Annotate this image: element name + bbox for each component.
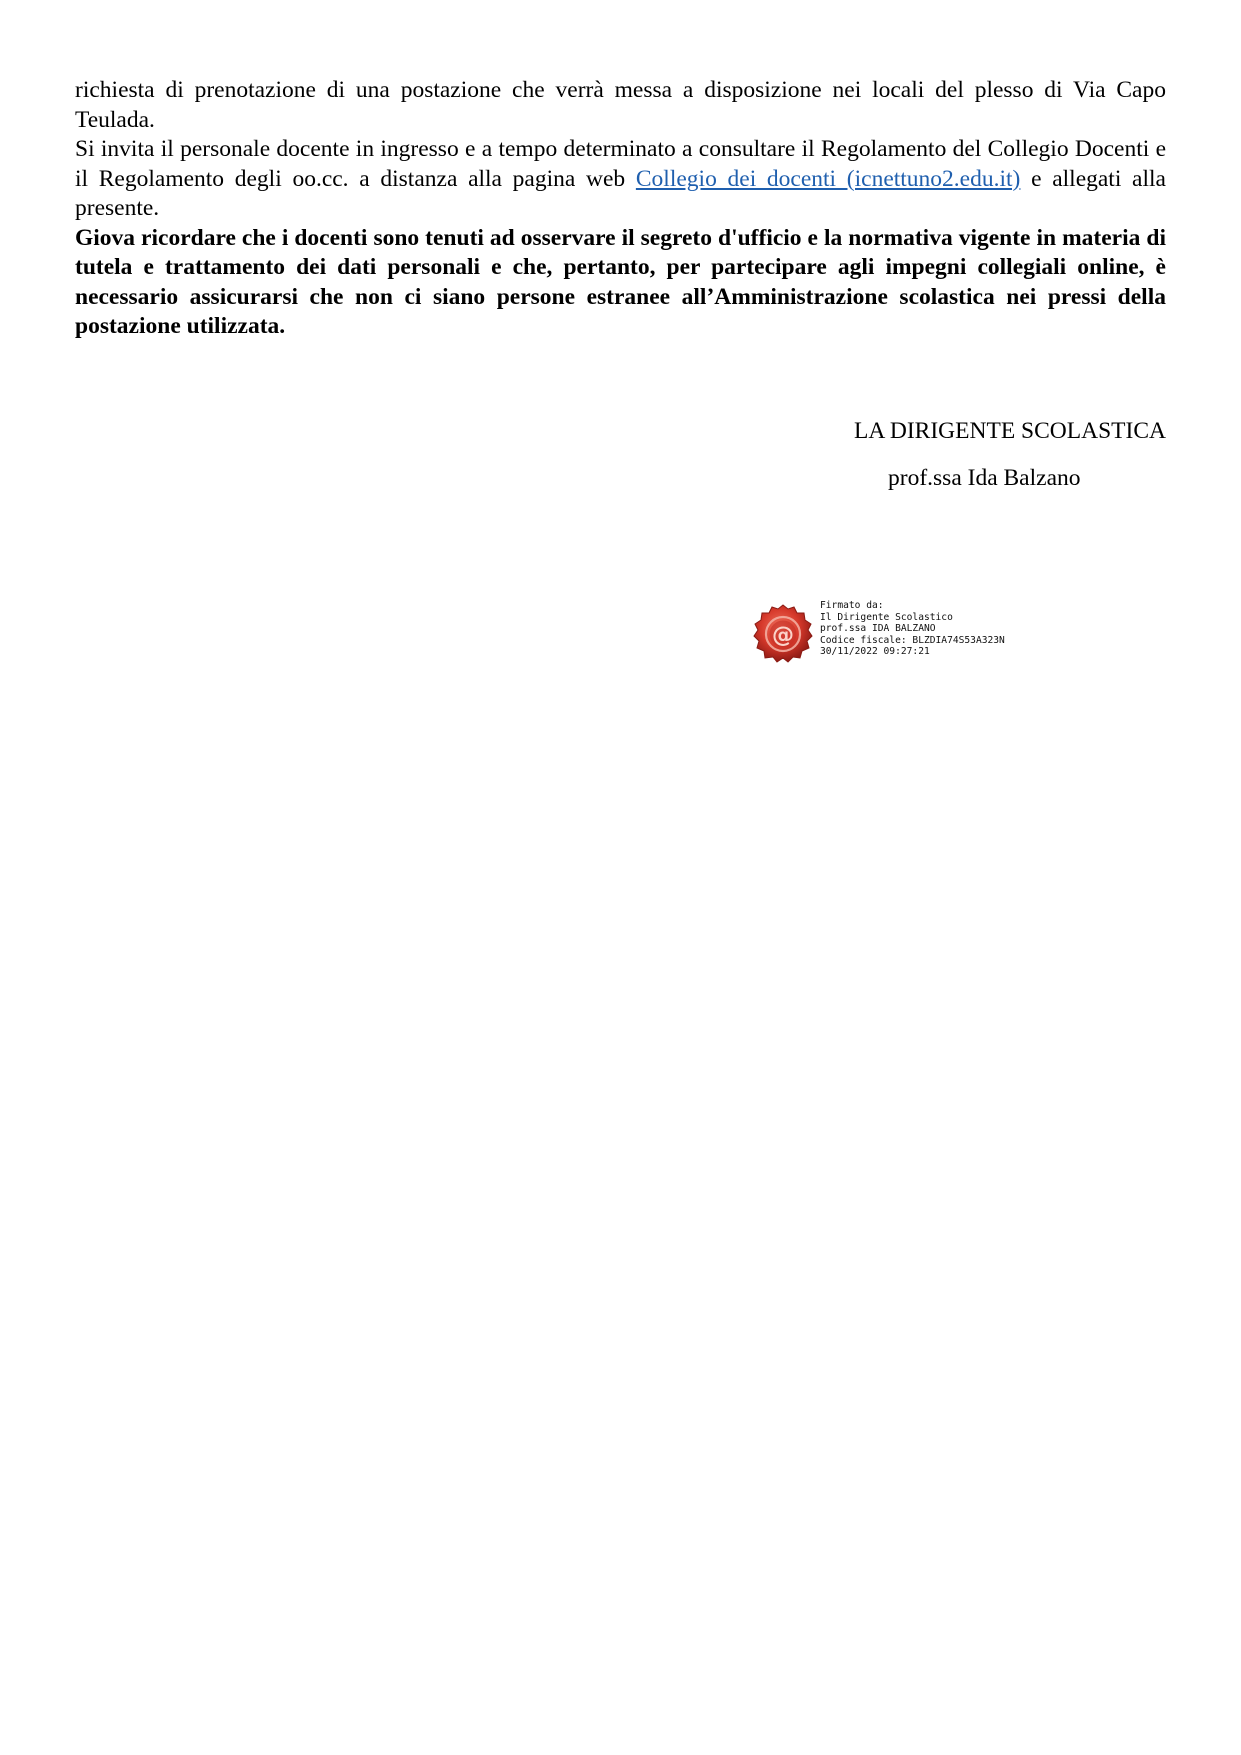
paragraph-privacy-notice: Giova ricordare che i docenti sono tenuti ad osservare il segreto d'ufficio e la normativa vigente in materia di tutela e trattamento dei dati personali e che, pertanto, per partecipare agli impegni collegiali online, è necessario assicurarsi che non ci siano persone estranee all’Amministrazione scolastica nei pressi della postazione utilizzata. [75,224,1166,339]
digital-signature-text [820,600,1005,658]
stamp-line-role: Il Dirigente Scolastico [820,611,953,623]
paragraph-regulations [75,135,1166,224]
paragraph-reservation: richiesta di prenotazione di una postazione che verrà messa a disposizione nei locali del plesso di Via Capo Teulada. [75,77,1166,133]
svg-text:@: @ [772,623,794,648]
paragraph-regulations-text: Si invita il personale docente in ingresso e a tempo determinato a consultare il Regolamento del Collegio Docenti e il Regolamento degli oo.cc. a distanza alla pagina web [75,136,1166,192]
stamp-line-signed-by: Firmato da: [820,600,884,611]
wax-seal-at-icon [752,603,814,665]
stamp-line-timestamp: 30/11/2022 09:27:21 [820,646,930,658]
collegio-docenti-link[interactable]: Collegio dei docenti (icnettuno2.edu.it) [635,165,1021,192]
signature-title: LA DIRIGENTE SCOLASTICA [853,418,1166,444]
stamp-line-signer-name: prof.ssa IDA BALZANO [820,623,936,635]
stamp-line-tax-code: Codice fiscale: BLZDIA74S53A323N [820,634,1005,646]
digital-signature-stamp [752,598,1032,668]
signature-name: prof.ssa Ida Balzano [888,465,1081,491]
paragraph-regulations-tail: e allegati alla presente. [75,165,1166,221]
document-body [75,76,1166,342]
